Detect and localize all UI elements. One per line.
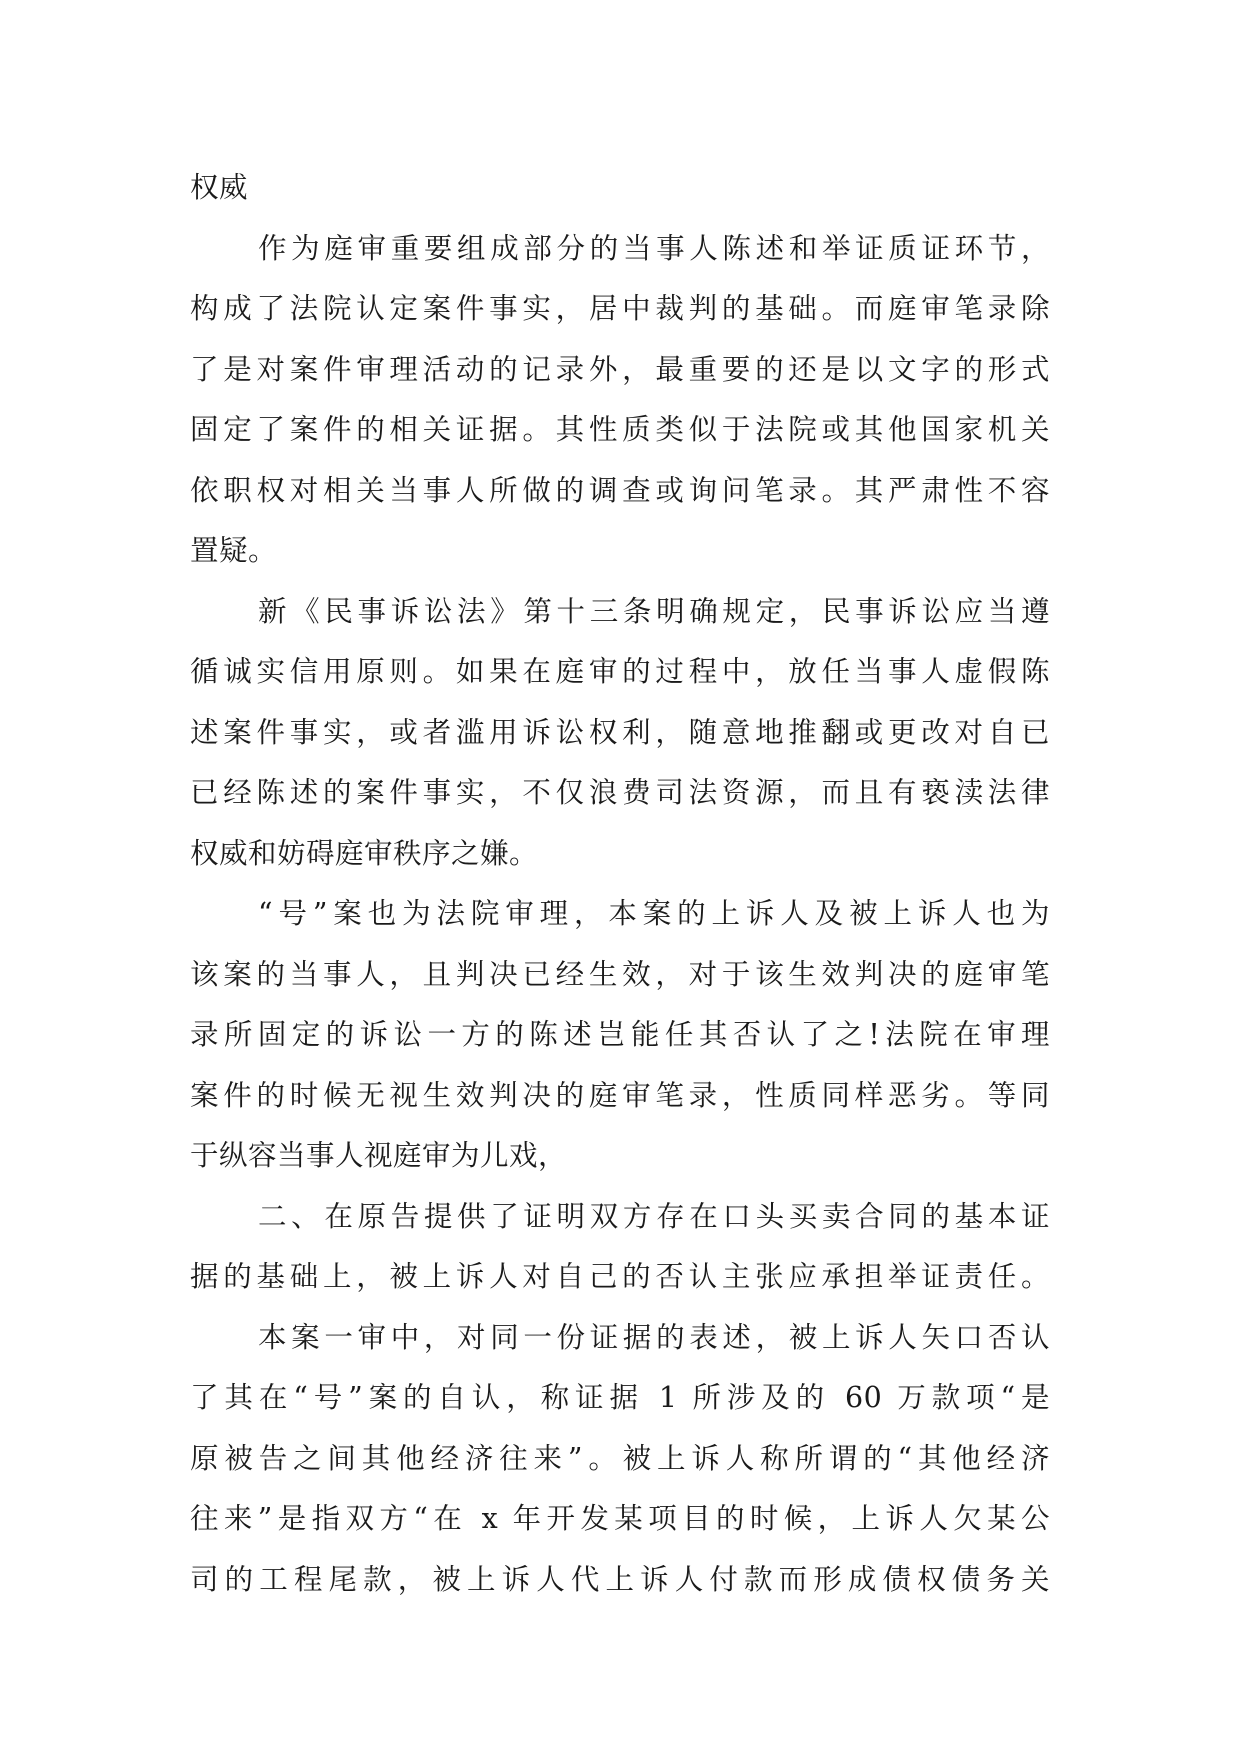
paragraph-first-line: 作为庭审重要组成部分的当事人陈述和举证质证环节， bbox=[258, 231, 1050, 265]
text-line: 原被告之间其他经济往来”。被上诉人称所谓的“其他经济 bbox=[190, 1441, 1050, 1475]
text-line: 述案件事实，或者滥用诉讼权利，随意地推翻或更改对自已 bbox=[190, 715, 1050, 749]
text-line: 了其在“号”案的自认，称证据 1 所涉及的 60 万款项“是 bbox=[190, 1381, 1050, 1414]
text-line: 权威 bbox=[190, 171, 249, 204]
text-line: 循诚实信用原则。如果在庭审的过程中，放任当事人虚假陈 bbox=[190, 655, 1050, 688]
text-line: 往来”是指双方“在 x 年开发某项目的时候，上诉人欠某公 bbox=[190, 1502, 1050, 1535]
paragraph-first-line: “号”案也为法院审理，本案的上诉人及被上诉人也为 bbox=[258, 897, 1050, 930]
paragraph-first-line: 本案一审中，对同一份证据的表述，被上诉人矢口否认 bbox=[258, 1320, 1050, 1354]
text-line: 于纵容当事人视庭审为儿戏， bbox=[190, 1139, 568, 1172]
paragraph-first-line: 新《民事诉讼法》第十三条明确规定，民事诉讼应当遵 bbox=[258, 594, 1050, 628]
text-line: 置疑。 bbox=[190, 534, 278, 567]
text-line: 据的基础上，被上诉人对自己的否认主张应承担举证责任。 bbox=[190, 1260, 1050, 1293]
text-line: 录所固定的诉讼一方的陈述岂能任其否认了之!法院在审理 bbox=[190, 1018, 1050, 1051]
document-body bbox=[190, 158, 1050, 1610]
text-line: 了是对案件审理活动的记录外，最重要的还是以文字的形式 bbox=[190, 352, 1050, 386]
text-line: 依职权对相关当事人所做的调查或询问笔录。其严肃性不容 bbox=[190, 473, 1050, 507]
text-line: 司的工程尾款，被上诉人代上诉人付款而形成债权债务关 bbox=[190, 1562, 1050, 1596]
text-line: 权威和妨碍庭审秩序之嫌。 bbox=[190, 836, 539, 870]
text-line: 已经陈述的案件事实，不仅浪费司法资源，而且有亵渎法律 bbox=[190, 776, 1050, 809]
paragraph-first-line: 二、在原告提供了证明双方存在口头买卖合同的基本证 bbox=[258, 1199, 1050, 1233]
text-line: 该案的当事人，且判决已经生效，对于该生效判决的庭审笔 bbox=[190, 957, 1050, 991]
text-line: 构成了法院认定案件事实，居中裁判的基础。而庭审笔录除 bbox=[190, 292, 1050, 325]
text-line: 固定了案件的相关证据。其性质类似于法院或其他国家机关 bbox=[190, 413, 1050, 446]
text-line: 案件的时候无视生效判决的庭审笔录，性质同样恶劣。等同 bbox=[190, 1078, 1050, 1112]
